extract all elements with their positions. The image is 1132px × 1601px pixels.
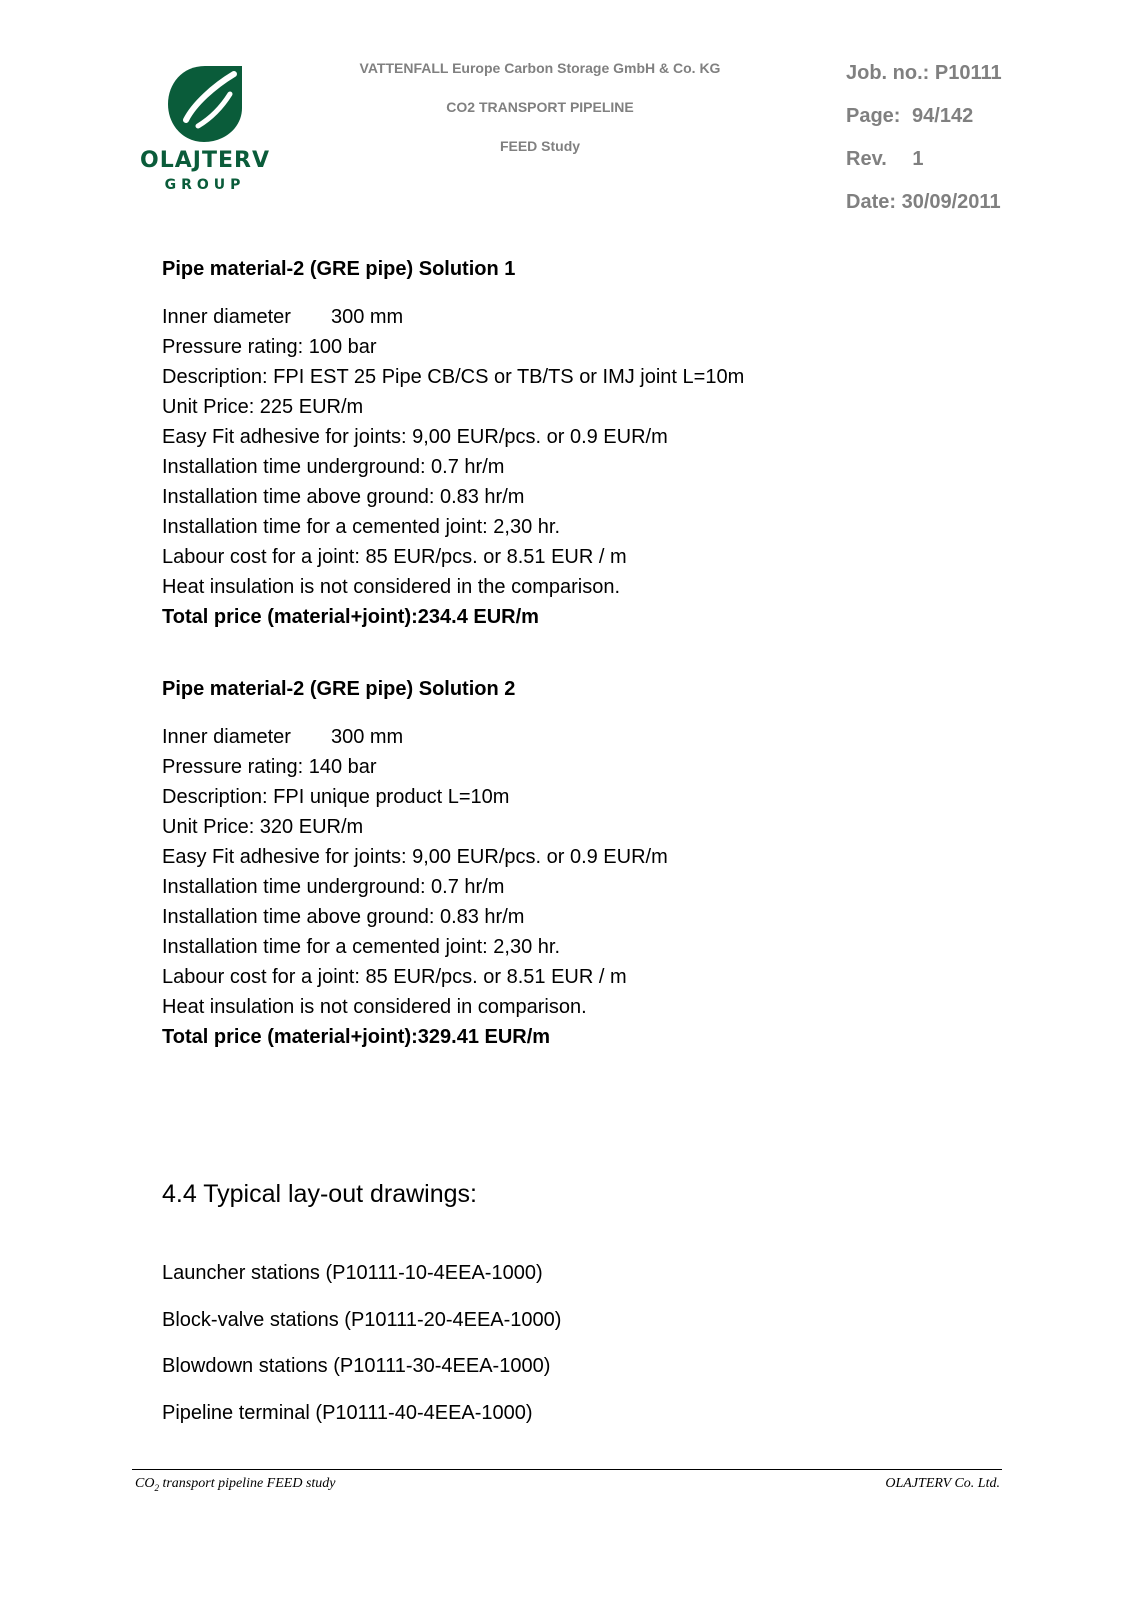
footer-right: OLAJTERV Co. Ltd. — [885, 1476, 1000, 1491]
solution1-title: Pipe material-2 (GRE pipe) Solution 1 — [162, 258, 516, 280]
detail-line: Labour cost for a joint: 85 EUR/pcs. or 8.51 EUR / m — [162, 546, 627, 568]
inner-diameter-value: 300 mm — [330, 306, 404, 328]
detail-line: Installation time for a cemented joint: 2,30 hr. — [162, 936, 560, 958]
detail-line: Heat insulation is not considered in comparison. — [162, 996, 587, 1018]
solution2-details — [162, 722, 668, 1052]
footer-study: transport pipeline FEED study — [158, 1476, 336, 1491]
header-meta — [846, 62, 1002, 234]
detail-line: Description: FPI EST 25 Pipe CB/CS or TB/TS or IMJ joint L=10m — [162, 366, 745, 388]
inner-diameter-label: Inner diameter — [162, 306, 291, 328]
study-name: FEED Study — [499, 138, 581, 154]
list-item: Pipeline terminal (P10111-40-4EEA-1000) — [162, 1401, 533, 1424]
detail-line: Labour cost for a joint: 85 EUR/pcs. or 8.51 EUR / m — [162, 966, 627, 988]
detail-line: Installation time above ground: 0.83 hr/m — [162, 906, 525, 928]
detail-line: Installation time for a cemented joint: 2,30 hr. — [162, 516, 560, 538]
detail-line: Pressure rating: 100 bar — [162, 336, 377, 358]
leaf-logo-icon — [164, 64, 246, 144]
detail-line: Pressure rating: 140 bar — [162, 756, 377, 778]
list-item: Block-valve stations (P10111-20-4EEA-1000) — [162, 1308, 562, 1331]
detail-line: Easy Fit adhesive for joints: 9,00 EUR/pcs. or 0.9 EUR/m — [162, 426, 668, 448]
solution1-inner-diameter — [162, 302, 744, 332]
drawing-list — [162, 1262, 561, 1448]
inner-diameter-value: 300 mm — [330, 726, 404, 748]
logo-name: OLAJTERV — [140, 148, 270, 173]
detail-line: Unit Price: 320 EUR/m — [162, 816, 364, 838]
header-center — [330, 60, 750, 177]
footer-co: CO — [135, 1476, 155, 1491]
detail-line: Installation time underground: 0.7 hr/m — [162, 876, 505, 898]
list-item: Launcher stations (P10111-10-4EEA-1000) — [162, 1262, 543, 1284]
list-item: Blowdown stations (P10111-30-4EEA-1000) — [162, 1355, 551, 1377]
footer-sub: 2 — [154, 1482, 159, 1493]
solution2-title: Pipe material-2 (GRE pipe) Solution 2 — [162, 678, 516, 700]
page-label: Page: — [846, 105, 901, 127]
date: Date: 30/09/2011 — [846, 191, 1001, 213]
revision — [846, 148, 1002, 191]
solution2-total: Total price (material+joint):329.41 EUR/m — [162, 1026, 551, 1048]
detail-line: Description: FPI unique product L=10m — [162, 786, 510, 808]
inner-diameter-label: Inner diameter — [162, 726, 291, 748]
detail-line: Easy Fit adhesive for joints: 9,00 EUR/pcs. or 0.9 EUR/m — [162, 846, 668, 868]
section-heading: 4.4 Typical lay-out drawings: — [162, 1180, 477, 1208]
detail-line: Installation time underground: 0.7 hr/m — [162, 456, 505, 478]
project-name: CO2 TRANSPORT PIPELINE — [446, 99, 634, 115]
page-value: 94/142 — [912, 105, 974, 127]
solution2-inner-diameter — [162, 722, 668, 752]
detail-line: Installation time above ground: 0.83 hr/m — [162, 486, 525, 508]
solution1-details — [162, 302, 744, 632]
footer-divider — [132, 1469, 1002, 1470]
rev-value: 1 — [912, 148, 924, 170]
solution1-total: Total price (material+joint):234.4 EUR/m — [162, 606, 539, 628]
detail-line: Unit Price: 225 EUR/m — [162, 396, 364, 418]
detail-line: Heat insulation is not considered in the comparison. — [162, 576, 621, 598]
page-number — [846, 105, 1002, 148]
company-name: VATTENFALL Europe Carbon Storage GmbH & Co. KG — [359, 60, 721, 76]
company-logo — [140, 64, 270, 194]
job-number: Job. no.: P10111 — [846, 62, 1002, 84]
footer-left — [135, 1476, 336, 1493]
logo-group: GROUP — [164, 177, 246, 193]
rev-label: Rev. — [846, 148, 887, 170]
